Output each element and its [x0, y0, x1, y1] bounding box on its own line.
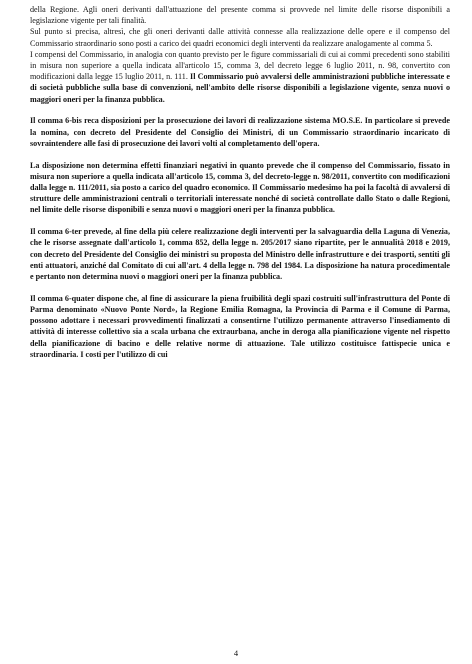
page-number: 4	[233, 648, 239, 658]
paragraph-text-bold: Il Commissario può avvalersi delle amministrazioni pubbliche interessate e di società pubbliche sulla base di convenzioni, nell'ambito delle risorse disponibili a legislazione vigente, senza nuovi o maggiori oneri per la finanza pubblica.	[30, 72, 451, 104]
paragraph-spacer	[30, 149, 450, 160]
paragraph-spacer	[30, 105, 450, 116]
paragraph-text: I compensi del Commissario, in analogia con quanto previsto per le figure commissariali di cui ai commi precedenti sono stabiliti in misura non superiore a quella indicata all'articolo 15, comma 3, del decreto legge 6 luglio 2011, n. 98, convertito con modificazioni dalla legge 15 luglio 2011, n. 111.	[30, 49, 450, 82]
paragraph: Il comma 6-quater dispone che, al fine di assicurare la piena fruibilità degli spazi costruiti sull'infrastruttura del Ponte di Parma denominato «Nuovo Ponte Nord», la Regione Emilia Romagna, la Provincia di Parma e il Comune di Parma, possono adottare i necessari provvedimenti finalizzati a consentirne l'utilizzo permanente attraverso l'insediamento di attività di interesse collettivo sia a scala urbana che extraurbana, anche in deroga alla pianificazione vigente nel rispetto della pianificazione di bacino e delle relative norme di attuazione. Tale utilizzo costituisce fattispecie unica e straordinaria. I costi per l'utilizzo di cui	[30, 293, 450, 359]
paragraph-spacer	[30, 282, 450, 293]
paragraph: Sul punto si precisa, altresì, che gli oneri derivanti dalle attività connesse alla realizzazione delle opere e il compenso del Commissario straordinario sono posti a carico dei quadri economici degli interventi da realizzare analogamente al comma 5.	[30, 27, 450, 48]
paragraph: della Regione. Agli oneri derivanti dall'attuazione del presente comma si provvede nel limite delle risorse disponibili a legislazione vigente per tali finalità.	[30, 5, 450, 26]
paragraph: Il comma 6-bis reca disposizioni per la prosecuzione dei lavori di realizzazione sistema MO.S.E. In particolare si prevede la nomina, con decreto del Presidente del Consiglio dei Ministri, di un Commissario straordinario incaricato di sovraintendere alle fasi di prosecuzione dei lavori volti al completamento dell'opera.	[30, 116, 450, 148]
paragraph: Il comma 6-ter prevede, al fine della più celere realizzazione degli interventi per la salvaguardia della Laguna di Venezia, che le risorse assegnate dall'articolo 1, comma 852, della legge n. 205/2017 siano ripartite, per le annualità 2018 e 2019, con decreto del Presidente del Consiglio dei ministri su proposta del Ministro delle infrastrutture e dei trasporti, sentiti gli enti attuatori, anziché dal Comitato di cui all'art. 4 della legge n. 798 del 1984. La disposizione ha natura procedimentale e pertanto non determina nuovi o maggiori oneri per la finanza pubblica.	[30, 227, 450, 282]
paragraph: La disposizione non determina effetti finanziari negativi in quanto prevede che il compenso del Commissario, fissato in misura non superiore a quella indicata all'articolo 15, comma 3, del decreto-legge n. 98/2011, convertito con modificazioni dalla legge n. 111/2011, sia posto a carico del quadro economico. Il Commissario medesimo ha poi la facoltà di avvalersi di strutture delle amministrazioni centrali o territoriali interessate nonché di società controllate dallo Stato o dalle Regioni, nel limite delle risorse disponibili e senza nuovi o maggiori oneri per la finanza pubblica.	[30, 160, 450, 215]
document-body	[30, 4, 450, 360]
paragraph-spacer	[30, 216, 450, 227]
paragraph	[30, 49, 450, 105]
